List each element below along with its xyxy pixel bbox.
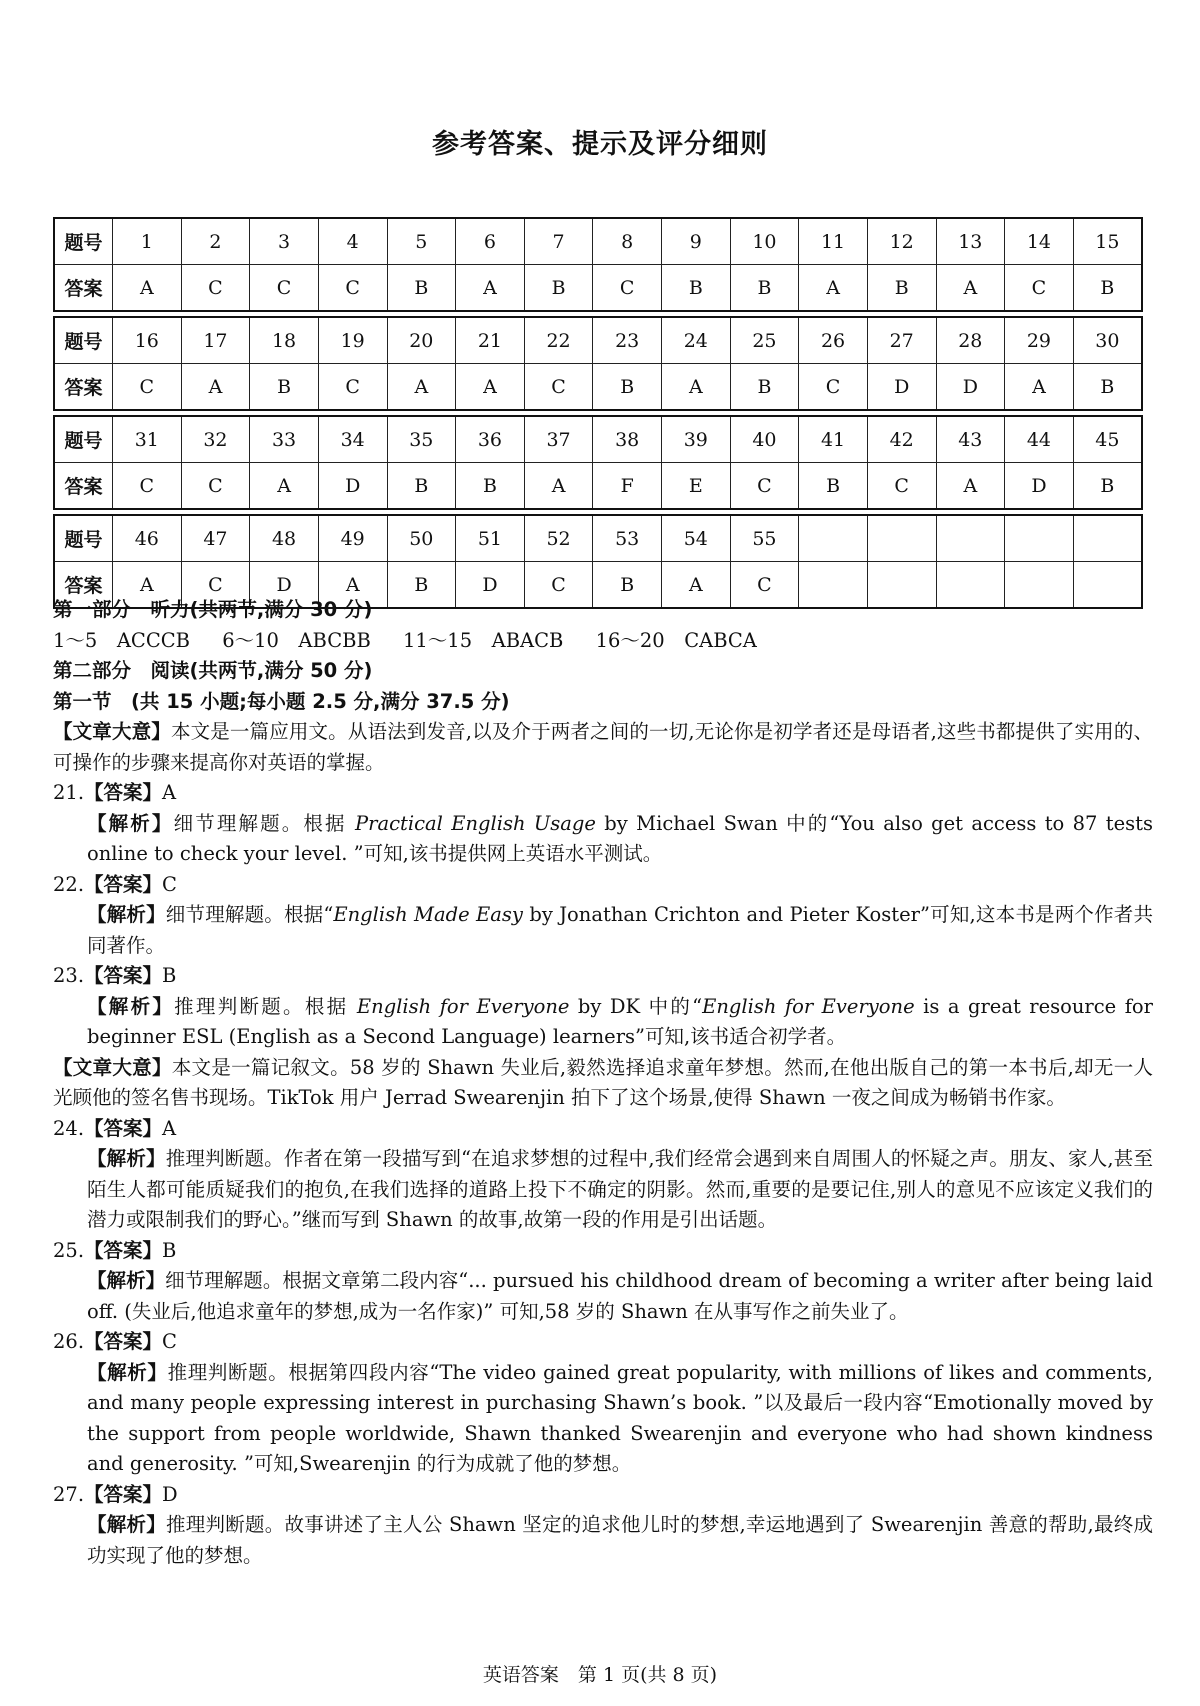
question-number-cell: 49 (318, 515, 387, 562)
part1-heading: 第一部分 听力(共两节,满分 30 分) (53, 598, 373, 621)
question-number-cell: 40 (730, 416, 799, 463)
answer-cell: D (867, 364, 936, 411)
answer-cell: D (936, 364, 1005, 411)
question-number-cell: 32 (181, 416, 250, 463)
question-number-cell: 50 (387, 515, 456, 562)
analysis-tag: 【解析】 (87, 811, 174, 835)
question-number-cell: 36 (456, 416, 525, 463)
answer-cell: C (318, 364, 387, 411)
question-number-cell: 29 (1005, 317, 1074, 364)
answer-cell: C (799, 364, 868, 411)
analysis-tag: 【解析】 (87, 1513, 167, 1536)
answer-cell: A (113, 265, 182, 312)
answer-cell: B (524, 265, 593, 312)
answer-cell: C (524, 364, 593, 411)
question-number-cell: 37 (524, 416, 593, 463)
book-title: English for Everyone (702, 994, 915, 1018)
answer-cell: C (113, 364, 182, 411)
question-number-cell: 3 (250, 218, 319, 265)
answer-tag: 【答案】 (84, 964, 163, 987)
question-number-cell: 23 (593, 317, 662, 364)
question-number-cell: 41 (799, 416, 868, 463)
question-number-cell: 9 (662, 218, 731, 265)
answer-cell: B (250, 364, 319, 411)
answer-letter: D (162, 1482, 178, 1506)
question-number-cell: 43 (936, 416, 1005, 463)
answer-cell: B (867, 265, 936, 312)
question-number: 23. (53, 964, 85, 987)
answer-cell: A (662, 364, 731, 411)
answer-tag: 【答案】 (84, 1330, 163, 1353)
answer-cell: C (1005, 265, 1074, 312)
answer-cell: B (387, 463, 456, 510)
answer-cell: B (456, 463, 525, 510)
question-number-cell: 11 (799, 218, 868, 265)
answer-letter: B (162, 964, 177, 987)
summary-text: 本文是一篇记叙文。58 岁的 Shawn 失业后,毅然选择追求童年梦想。然而,在他出版自己的第一本书后,却无一人光顾他的签名售书现场。TikTok 用户 Jerrad Swearenjin 拍下了这个场景,使得 Shawn 一夜之间成为畅销书作家。 (53, 1055, 1153, 1109)
analysis-text: by Michael Swan 中的“You also get access to 87 tests online to check your level. ”可知,该书提供网上英语水平测试。 (87, 811, 1153, 865)
question-number-cell: 52 (524, 515, 593, 562)
question-number-cell: 10 (730, 218, 799, 265)
analysis-text: 细节理解题。根据“ (165, 903, 334, 926)
answer-cell: A (799, 265, 868, 312)
answer-cell: A (1005, 364, 1074, 411)
section1-heading: 第一节 (共 15 小题;每小题 2.5 分,满分 37.5 分) (53, 689, 510, 713)
question-number-cell: 18 (250, 317, 319, 364)
answer-letter: B (162, 1238, 177, 1262)
question-number: 21. (53, 781, 85, 804)
question-number-cell: 13 (936, 218, 1005, 265)
question-number-cell: 5 (387, 218, 456, 265)
answer-cell: D (318, 463, 387, 510)
answer-cell: A (113, 562, 182, 609)
q23-answer (53, 961, 1153, 992)
answer-cell: C (250, 265, 319, 312)
question-number-cell: 8 (593, 218, 662, 265)
answer-cell: A (936, 463, 1005, 510)
answer-cell: D (1005, 463, 1074, 510)
q21-analysis (53, 809, 1153, 870)
answer-cell: C (524, 562, 593, 609)
answer-letter: C (162, 1330, 177, 1353)
question-number-cell: 1 (113, 218, 182, 265)
listening-answer-group: 6～10 ABCBB (222, 628, 371, 652)
question-number-cell (799, 515, 868, 562)
question-number: 26. (53, 1330, 85, 1353)
answer-cell: B (593, 364, 662, 411)
question-number: 24. (53, 1116, 85, 1140)
answer-cell: A (250, 463, 319, 510)
analysis-text: 推理判断题。故事讲述了主人公 Shawn 坚定的追求他儿时的梦想,幸运地遇到了 Swearenjin 善意的帮助,最终成功实现了他的梦想。 (87, 1513, 1153, 1567)
analysis-text: 推理判断题。作者在第一段描写到“在追求梦想的过程中,我们经常会遇到来自周围人的怀疑之声。朋友、家人,甚至陌生人都可能质疑我们的抱负,在我们选择的道路上投下不确定的阴影。然而,重要的是要记住,别人的意见不应该定义我们的潜力或限制我们的野心。”继而写到 Shawn 的故事,故第一段的作用是引出话题。 (87, 1147, 1153, 1231)
question-number-cell: 46 (113, 515, 182, 562)
answer-cell: C (113, 463, 182, 510)
question-number-cell: 20 (387, 317, 456, 364)
question-number-row (54, 416, 1142, 463)
question-number-cell: 16 (113, 317, 182, 364)
question-number-cell: 19 (318, 317, 387, 364)
analysis-tag: 【解析】 (87, 1360, 168, 1384)
q26-analysis (53, 1358, 1153, 1480)
passage-a-summary (53, 717, 1153, 778)
book-title: Practical English Usage (355, 811, 596, 835)
row-header: 题号 (54, 218, 113, 265)
answer-cell: C (181, 562, 250, 609)
passage-b-summary (53, 1053, 1153, 1114)
question-number-cell: 26 (799, 317, 868, 364)
question-number-cell: 30 (1073, 317, 1142, 364)
question-number-cell: 6 (456, 218, 525, 265)
question-number-row (54, 218, 1142, 265)
answer-table-block (53, 415, 1143, 510)
answer-cell: A (936, 265, 1005, 312)
question-number-cell: 53 (593, 515, 662, 562)
row-header: 题号 (54, 416, 113, 463)
question-number-cell: 14 (1005, 218, 1074, 265)
answer-cell: B (730, 364, 799, 411)
answer-cell: A (524, 463, 593, 510)
answer-row (54, 265, 1142, 312)
answer-tag: 【答案】 (84, 1482, 163, 1506)
q25-analysis (53, 1266, 1153, 1327)
question-number: 27. (53, 1482, 85, 1506)
answer-table-block (53, 217, 1143, 312)
answer-cell: B (387, 265, 456, 312)
listening-answer-group: 16～20 CABCA (595, 628, 757, 652)
q27-analysis (53, 1510, 1153, 1571)
answer-cell: C (730, 562, 799, 609)
answer-key-tables (53, 217, 1143, 613)
listening-answers (53, 626, 1153, 657)
question-number-cell (867, 515, 936, 562)
analysis-tag: 【解析】 (87, 994, 175, 1018)
answer-cell: E (662, 463, 731, 510)
answer-tag: 【答案】 (84, 1238, 163, 1262)
analysis-text: is a great resource for beginner ESL (English as a Second Language) learners”可知,该书适合初学者。 (87, 994, 1153, 1048)
row-header: 答案 (54, 562, 113, 609)
question-number-cell: 33 (250, 416, 319, 463)
question-number-cell: 7 (524, 218, 593, 265)
answer-cell: A (181, 364, 250, 411)
question-number-cell: 44 (1005, 416, 1074, 463)
question-number: 22. (53, 872, 85, 896)
answer-cell: C (867, 463, 936, 510)
analysis-text: 细节理解题。根据 (173, 811, 356, 835)
question-number-cell: 22 (524, 317, 593, 364)
question-number-cell: 45 (1073, 416, 1142, 463)
question-number-cell: 38 (593, 416, 662, 463)
question-number-cell: 25 (730, 317, 799, 364)
answer-cell: D (456, 562, 525, 609)
q25-answer (53, 1236, 1153, 1267)
listening-answer-group: 11～15 ABACB (402, 628, 564, 652)
answer-cell: C (318, 265, 387, 312)
answer-tag: 【答案】 (84, 872, 163, 896)
analysis-text: 推理判断题。根据第四段内容“The video gained great popularity, with millions of likes and comments, and many people expressing interest in purchasing Shawn’s book. ”以及最后一段内容“Emotionally moved by the support from people worldwide, Shawn thanked Swearenjin and everyone who had shown kindness and generosity. ”可知,Swearenjin 的行为成就了他的梦想。 (87, 1360, 1153, 1475)
summary-text: 本文是一篇应用文。从语法到发音,以及介于两者之间的一切,无论你是初学者还是母语者,这些书都提供了实用的、可操作的步骤来提高你对英语的掌握。 (53, 720, 1153, 774)
q23-analysis (53, 992, 1153, 1053)
q27-answer (53, 1480, 1153, 1511)
question-number-row (54, 515, 1142, 562)
answer-cell: A (456, 265, 525, 312)
row-header: 答案 (54, 265, 113, 312)
answer-cell: F (593, 463, 662, 510)
question-number-cell: 15 (1073, 218, 1142, 265)
listening-answer-group: 1～5 ACCCB (53, 628, 190, 652)
row-header: 题号 (54, 317, 113, 364)
q21-answer (53, 778, 1153, 809)
question-number-cell: 2 (181, 218, 250, 265)
summary-tag: 【文章大意】 (53, 720, 171, 743)
q24-answer (53, 1114, 1153, 1145)
question-number-cell: 31 (113, 416, 182, 463)
q26-answer (53, 1327, 1153, 1358)
answer-cell: A (318, 562, 387, 609)
question-number-cell: 35 (387, 416, 456, 463)
summary-tag: 【文章大意】 (53, 1055, 172, 1079)
question-number-cell: 21 (456, 317, 525, 364)
question-number-cell (1073, 515, 1142, 562)
answer-tag: 【答案】 (84, 1116, 163, 1140)
question-number-cell: 55 (730, 515, 799, 562)
question-number-cell: 54 (662, 515, 731, 562)
answer-tag: 【答案】 (84, 781, 163, 804)
answer-cell: A (662, 562, 731, 609)
answer-cell: B (662, 265, 731, 312)
question-number-cell: 4 (318, 218, 387, 265)
analysis-tag: 【解析】 (87, 903, 166, 926)
question-number-cell: 48 (250, 515, 319, 562)
answer-letter: A (162, 1116, 177, 1140)
answer-cell: C (181, 265, 250, 312)
analysis-text: by Jonathan Crichton and Pieter Koster”可知,这本书是两个作者共同著作。 (87, 903, 1153, 957)
question-number: 25. (53, 1238, 85, 1262)
answer-row (54, 463, 1142, 510)
question-number-cell (1005, 515, 1074, 562)
row-header: 题号 (54, 515, 113, 562)
explanation-body (53, 595, 1153, 1571)
book-title: English for Everyone (356, 994, 570, 1018)
q24-analysis (53, 1144, 1153, 1236)
question-number-cell: 34 (318, 416, 387, 463)
question-number-cell: 28 (936, 317, 1005, 364)
question-number-row (54, 317, 1142, 364)
answer-cell: A (456, 364, 525, 411)
book-title: English Made Easy (333, 903, 523, 926)
question-number-cell: 17 (181, 317, 250, 364)
q22-answer (53, 870, 1153, 901)
answer-cell: B (730, 265, 799, 312)
question-number-cell: 24 (662, 317, 731, 364)
question-number-cell: 27 (867, 317, 936, 364)
answer-cell: A (387, 364, 456, 411)
q22-analysis (53, 900, 1153, 961)
analysis-tag: 【解析】 (87, 1269, 166, 1292)
answer-cell: C (593, 265, 662, 312)
answer-cell: B (1073, 463, 1142, 510)
page-footer: 英语答案 第 1 页(共 8 页) (482, 1664, 718, 1686)
answer-cell: D (250, 562, 319, 609)
question-number-cell: 12 (867, 218, 936, 265)
answer-cell: B (799, 463, 868, 510)
answer-cell: C (181, 463, 250, 510)
question-number-cell: 47 (181, 515, 250, 562)
answer-table-block (53, 316, 1143, 411)
question-number-cell: 42 (867, 416, 936, 463)
answer-cell: B (1073, 265, 1142, 312)
row-header: 答案 (54, 463, 113, 510)
question-number-cell: 51 (456, 515, 525, 562)
answer-letter: A (162, 781, 177, 804)
answer-cell: C (730, 463, 799, 510)
part2-heading: 第二部分 阅读(共两节,满分 50 分) (53, 659, 373, 682)
page-title: 参考答案、提示及评分细则 (432, 129, 768, 160)
answer-cell: B (1073, 364, 1142, 411)
analysis-tag: 【解析】 (87, 1147, 166, 1170)
row-header: 答案 (54, 364, 113, 411)
analysis-text: 推理判断题。根据 (174, 994, 357, 1018)
analysis-text: 细节理解题。根据文章第二段内容“... pursued his childhood dream of becoming a writer after being laid off. (失业后,他追求童年的梦想,成为一名作家)” 可知,58 岁的 Shawn 在从事写作之前失业了。 (87, 1269, 1153, 1323)
analysis-text: by DK 中的“ (569, 994, 703, 1018)
question-number-cell (936, 515, 1005, 562)
answer-cell: B (593, 562, 662, 609)
answer-letter: C (162, 872, 177, 896)
answer-cell: B (387, 562, 456, 609)
answer-row (54, 364, 1142, 411)
question-number-cell: 39 (662, 416, 731, 463)
